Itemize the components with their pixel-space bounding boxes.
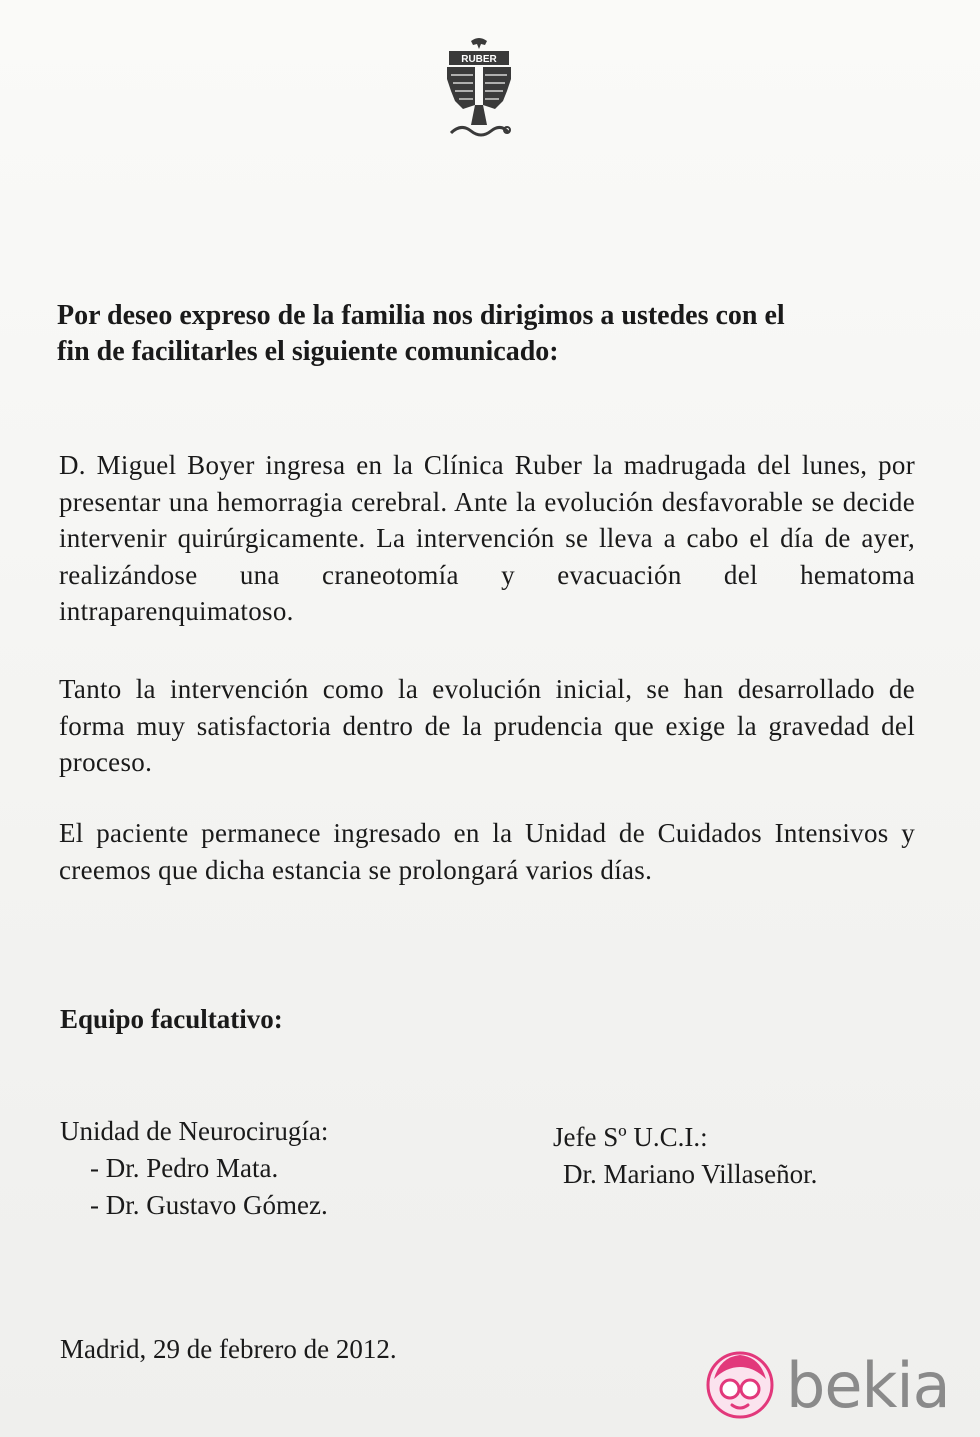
bekia-watermark-text: bekia — [786, 1348, 950, 1422]
paragraph-admission: D. Miguel Boyer ingresa en la Clínica Ruber la madrugada del lunes, por presentar una hemorragia cerebral. Ante la evolución desfavorable se decide intervenir quirúrgicamente. La intervención se lleva a cabo el día de ayer, realizándose una craneotomía y evacuación del hematoma intraparenquimatoso. — [59, 450, 915, 626]
doctor-name: Dr. Mariano Villaseñor. — [563, 1159, 818, 1189]
doctor-name: - Dr. Gustavo Gómez. — [90, 1190, 328, 1220]
intro-heading — [57, 298, 921, 370]
paragraph-icu-stay: El paciente permanece ingresado en la Unidad de Cuidados Intensivos y creemos que dicha estancia se prolongará varios días. — [59, 818, 915, 885]
paragraph-evolution: Tanto la intervención como la evolución inicial, se han desarrollado de forma muy satisfactoria dentro de la prudencia que exige la gravedad del proceso. — [59, 674, 915, 777]
neurosurgery-unit-block — [60, 1113, 328, 1224]
intro-heading-line-2: fin de facilitarles el siguiente comunicado: — [57, 336, 559, 367]
bekia-watermark — [700, 1345, 960, 1425]
team-heading: Equipo facultativo: — [60, 1004, 283, 1034]
date-line: Madrid, 29 de febrero de 2012. — [60, 1334, 397, 1364]
bekia-face-icon — [700, 1345, 780, 1425]
neurosurgery-unit-title: Unidad de Neurocirugía: — [60, 1116, 329, 1146]
logo-text: RUBER — [461, 54, 497, 65]
icu-chief-title: Jefe Sº U.C.I.: — [553, 1122, 708, 1152]
ruber-eagle-crest-icon — [441, 35, 517, 143]
doctor-name: - Dr. Pedro Mata. — [90, 1153, 279, 1183]
icu-chief-block — [553, 1119, 817, 1193]
intro-heading-line-1: Por deseo expreso de la familia nos dirigimos a ustedes con el — [57, 300, 785, 331]
